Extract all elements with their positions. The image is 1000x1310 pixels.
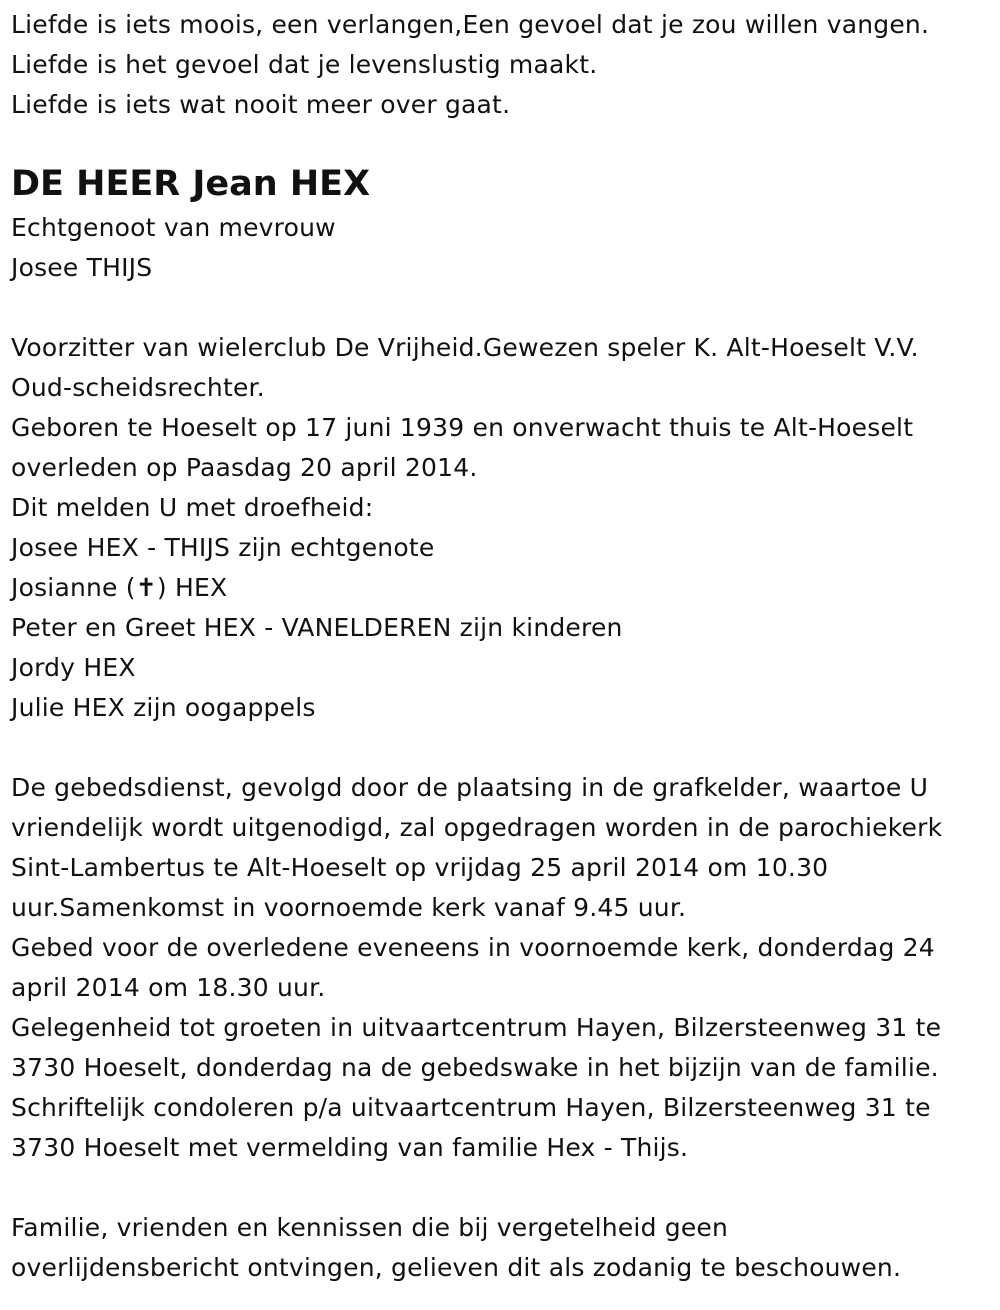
biography-line: Dit melden U met droefheid:	[11, 493, 374, 522]
family-member-line: Peter en Greet HEX - VANELDEREN zijn kinderen	[11, 613, 623, 642]
biography-line: Geboren te Hoeselt op 17 juni 1939 en onverwacht thuis te Alt-Hoeselt	[11, 413, 914, 442]
family-member-line: Josianne (✝) HEX	[11, 573, 228, 602]
obituary-notice	[11, 5, 996, 1288]
service-details	[11, 768, 996, 1168]
poem	[11, 5, 996, 125]
service-line: Schriftelijk condoleren p/a uitvaartcentrum Hayen, Bilzersteenweg 31 te	[11, 1093, 931, 1122]
closing-note	[11, 1208, 996, 1288]
family-member-line: Julie HEX zijn oogappels	[11, 693, 316, 722]
poem-line: Liefde is iets wat nooit meer over gaat.	[11, 90, 511, 119]
closing-line: Familie, vrienden en kennissen die bij vergetelheid geen	[11, 1213, 729, 1242]
service-line: vriendelijk wordt uitgenodigd, zal opgedragen worden in de parochiekerk	[11, 813, 943, 842]
paragraph-gap	[11, 1168, 996, 1208]
spouse-line: Josee THIJS	[11, 253, 153, 282]
biography-line: Oud-scheidsrechter.	[11, 373, 265, 402]
service-line: 3730 Hoeselt, donderdag na de gebedswake in het bijzijn van de familie.	[11, 1053, 939, 1082]
service-line: Sint-Lambertus te Alt-Hoeselt op vrijdag 25 april 2014 om 10.30	[11, 853, 829, 882]
service-line: 3730 Hoeselt met vermelding van familie Hex - Thijs.	[11, 1133, 689, 1162]
biography	[11, 328, 996, 728]
biography-line: overleden op Paasdag 20 april 2014.	[11, 453, 478, 482]
service-line: april 2014 om 18.30 uur.	[11, 973, 326, 1002]
family-member-line: Jordy HEX	[11, 653, 136, 682]
closing-line: overlijdensbericht ontvingen, gelieven dit als zodanig te beschouwen.	[11, 1253, 902, 1282]
spouse-line: Echtgenoot van mevrouw	[11, 213, 336, 242]
service-line: De gebedsdienst, gevolgd door de plaatsing in de grafkelder, waartoe U	[11, 773, 929, 802]
deceased-name-heading: DE HEER Jean HEX	[11, 164, 371, 204]
poem-line: Liefde is iets moois, een verlangen,Een gevoel dat je zou willen vangen.	[11, 10, 930, 39]
service-line: uur.Samenkomst in voornoemde kerk vanaf 9.45 uur.	[11, 893, 687, 922]
paragraph-gap	[11, 288, 996, 328]
spouse-info	[11, 208, 996, 288]
family-member-line: Josee HEX - THIJS zijn echtgenote	[11, 533, 435, 562]
service-line: Gebed voor de overledene eveneens in voornoemde kerk, donderdag 24	[11, 933, 935, 962]
biography-line: Voorzitter van wielerclub De Vrijheid.Gewezen speler K. Alt-Hoeselt V.V.	[11, 333, 919, 362]
paragraph-gap	[11, 728, 996, 768]
service-line: Gelegenheid tot groeten in uitvaartcentrum Hayen, Bilzersteenweg 31 te	[11, 1013, 942, 1042]
poem-line: Liefde is het gevoel dat je levenslustig maakt.	[11, 50, 598, 79]
